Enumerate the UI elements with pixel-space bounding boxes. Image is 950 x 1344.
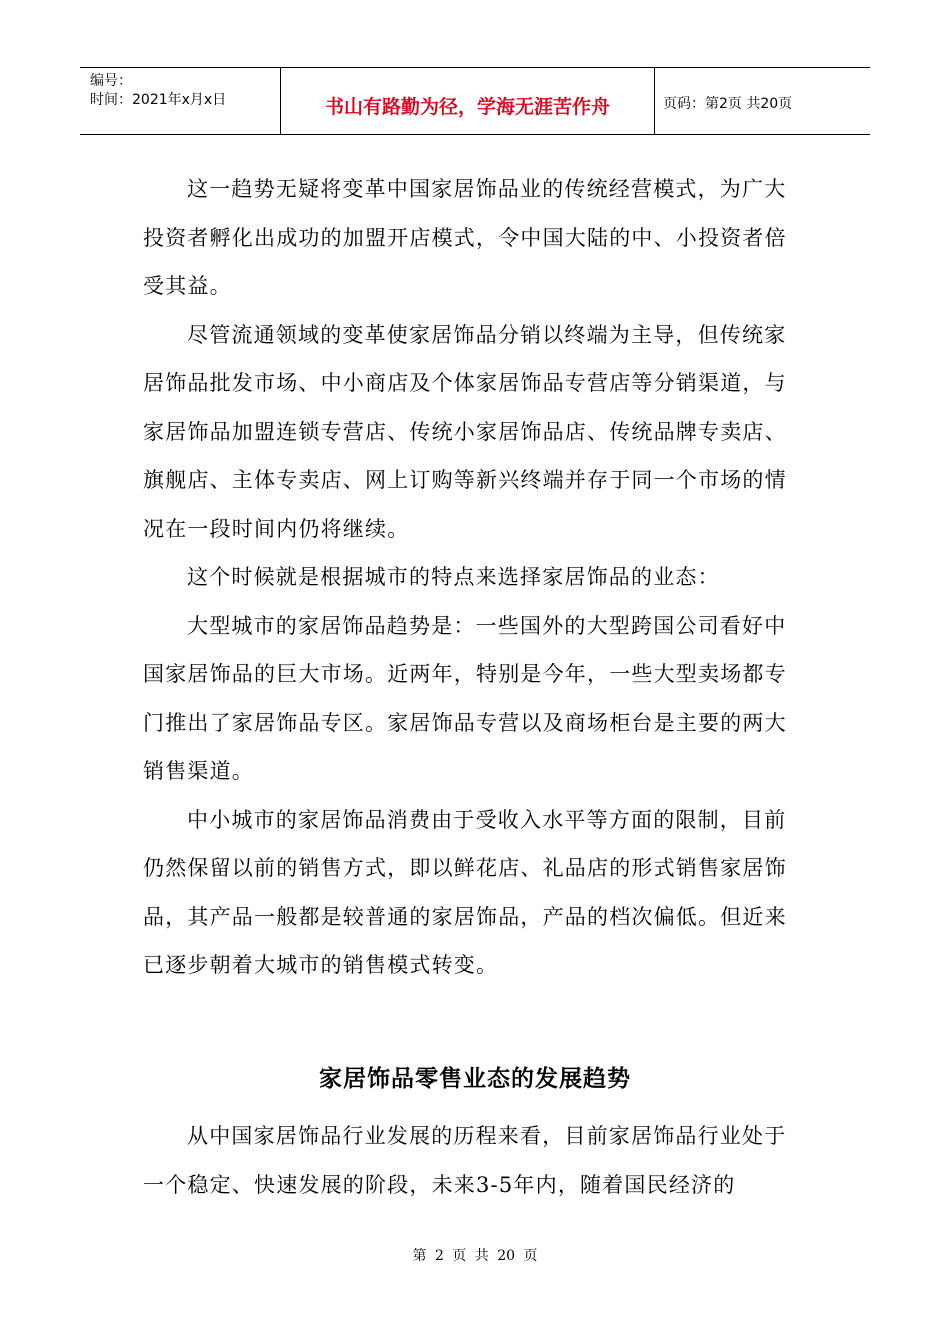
paragraph: 这一趋势无疑将变革中国家居饰品业的传统经营模式，为广大投资者孵化出成功的加盟开店模式，令中国大陆的中、小投资者倍受其益。 — [143, 177, 787, 298]
paragraph: 这个时候就是根据城市的特点来选择家居饰品的业态： — [187, 565, 720, 589]
header-table — [80, 67, 870, 135]
section-body-text — [143, 1112, 808, 1209]
motto: 书山有路勤为径，学海无涯苦作舟 — [324, 95, 610, 118]
time-label: 时间：2021年x月x日 — [90, 92, 227, 108]
paragraph: 大型城市的家居饰品趋势是：一些国外的大型跨国公司看好中国家居饰品的巨大市场。近两年，特别是今年，一些大型卖场都专门推出了家居饰品专区。家居饰品专营以及商场柜台是主要的两大销售渠道。 — [143, 613, 787, 783]
paragraph: 中小城市的家居饰品消费由于受收入水平等方面的限制，目前仍然保留以前的销售方式，即以鲜花店、礼品店的形式销售家居饰品，其产品一般都是较普通的家居饰品，产品的档次偏低。但近来已逐步朝着大城市的销售模式转变。 — [143, 807, 787, 977]
paragraph: 从中国家居饰品行业发展的历程来看，目前家居饰品行业处于一个稳定、快速发展的阶段，未来3-5年内，随着国民经济的 — [143, 1124, 787, 1197]
number-label: 编号： — [90, 73, 132, 89]
motto-cell — [281, 68, 655, 134]
page-info-cell — [655, 68, 870, 134]
section-heading: 家居饰品零售业态的发展趋势 — [319, 1066, 631, 1092]
page-info: 页码：第2页 共20页 — [663, 96, 793, 112]
page-footer: 第 2 页 共 20 页 — [412, 1248, 538, 1264]
body-text — [143, 165, 808, 990]
paragraph: 尽管流通领域的变革使家居饰品分销以终端为主导，但传统家居饰品批发市场、中小商店及个体家居饰品专营店等分销渠道，与家居饰品加盟连锁专营店、传统小家居饰品店、传统品牌专卖店、旗舰店、主体专卖店、网上订购等新兴终端并存于同一个市场的情况在一段时间内仍将继续。 — [143, 322, 787, 541]
header-meta-cell — [80, 68, 281, 134]
